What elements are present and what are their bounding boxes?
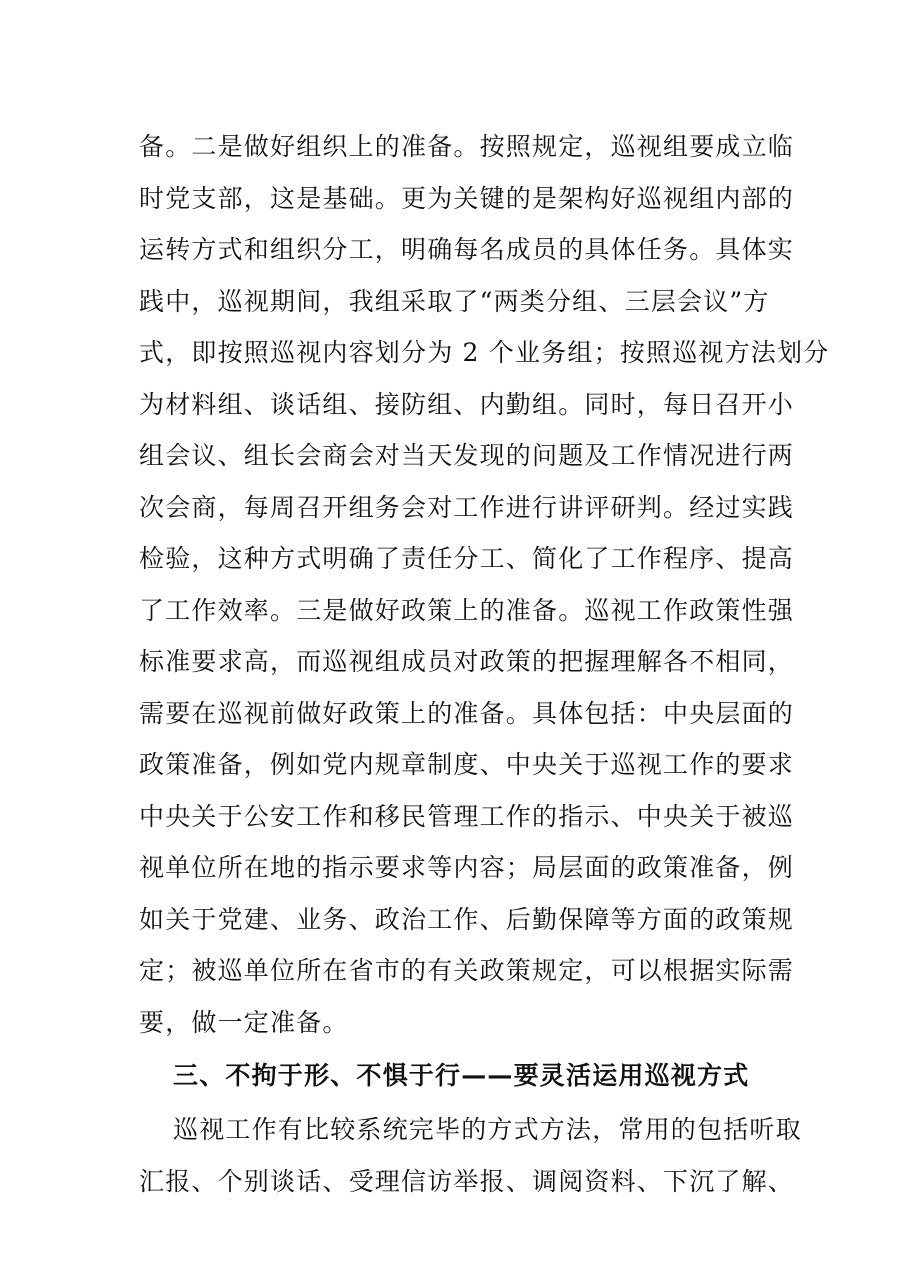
text-line: 时党支部，这是基础。更为关键的是架构好巡视组内部的 xyxy=(139,183,795,213)
text-line: 了工作效率。三是做好政策上的准备。巡视工作政策性强 xyxy=(139,595,795,625)
text-line: 标准要求高，而巡视组成员对政策的把握理解各不相同， xyxy=(139,647,795,676)
text-line: 践中，巡视期间，我组采取了“两类分组、三层会议”方 xyxy=(139,286,770,316)
text-line: 运转方式和组织分工，明确每名成员的具体任务。具体实 xyxy=(139,235,795,264)
paragraph-policy-preparation xyxy=(139,121,830,1048)
text-line: 定；被巡单位所在省市的有关政策规定，可以根据实际需 xyxy=(139,956,795,985)
text-line: 中央关于公安工作和移民管理工作的指示、中央关于被巡 xyxy=(139,801,795,831)
paragraph-inspection-methods xyxy=(139,1104,802,1207)
text-line: 次会商，每周召开组务会对工作进行讲评研判。经过实践 xyxy=(139,492,795,522)
text-line: 备。二是做好组织上的准备。按照规定，巡视组要成立临 xyxy=(139,132,795,161)
text-line: 为材料组、谈话组、接防组、内勤组。同时，每日召开小 xyxy=(139,389,795,419)
text-line: 要，做一定准备。 xyxy=(139,1007,349,1037)
document-body xyxy=(139,121,830,1207)
text-line: 组会议、组长会商会对当天发现的问题及工作情况进行两 xyxy=(139,441,795,470)
text-line: 如关于党建、业务、政治工作、后勤保障等方面的政策规 xyxy=(139,904,795,934)
text-line: 检验，这种方式明确了责任分工、简化了工作程序、提高 xyxy=(139,544,795,573)
text-line: 视单位所在地的指示要求等内容；局层面的政策准备，例 xyxy=(139,853,795,882)
text-line: 巡视工作有比较系统完毕的方式方法，常用的包括听取 xyxy=(173,1115,802,1144)
text-line: 政策准备，例如党内规章制度、中央关于巡视工作的要求 xyxy=(139,750,795,779)
text-line: 汇报、个别谈话、受理信访举报、调阅资料、下沉了解、 xyxy=(139,1166,795,1196)
text-line: 式，即按照巡视内容划分为 2 个业务组；按照巡视方法划分 xyxy=(139,338,830,367)
section-heading: 三、不拘于形、不惧于行——要灵活运用巡视方式 xyxy=(173,1061,750,1090)
text-line: 需要在巡视前做好政策上的准备。具体包括：中央层面的 xyxy=(139,698,795,728)
